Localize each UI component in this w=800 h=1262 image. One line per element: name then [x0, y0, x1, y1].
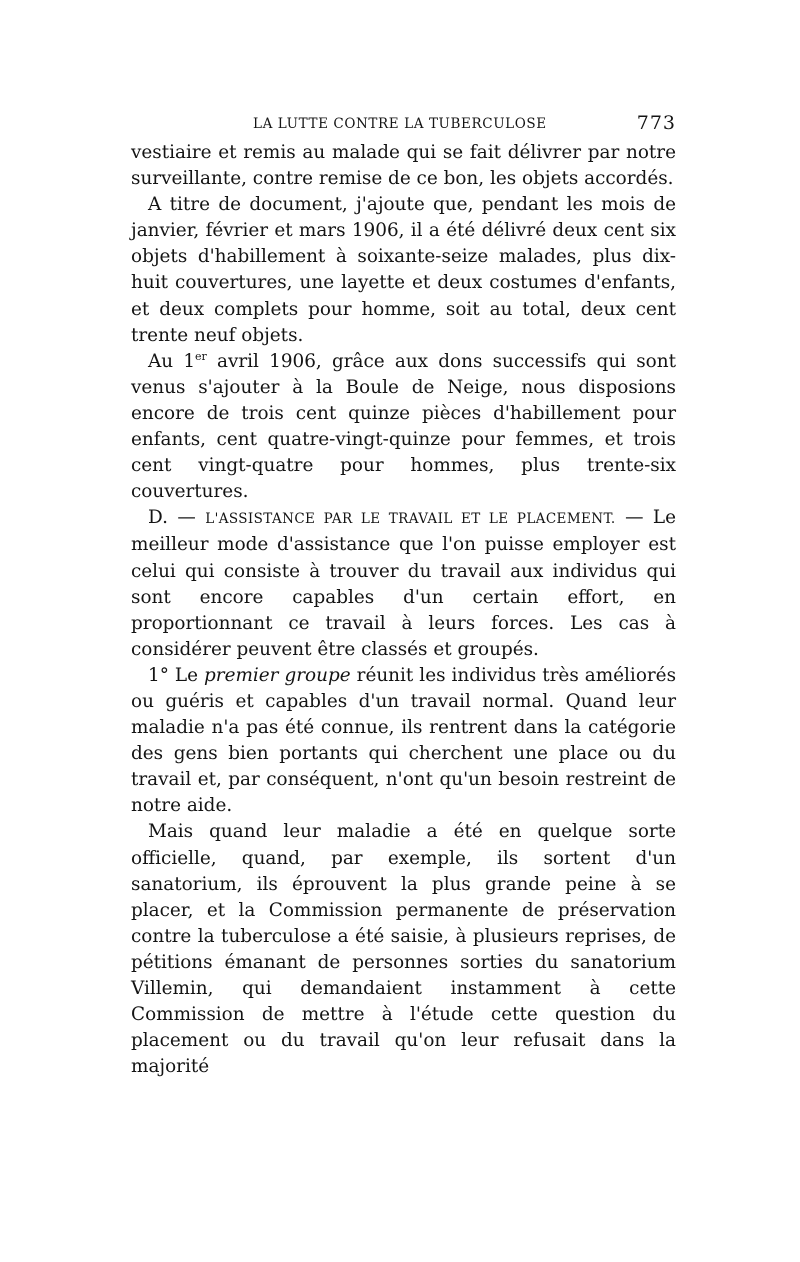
- paragraph-3: [131, 349, 676, 506]
- book-page: [131, 112, 676, 1080]
- paragraph-1: vestiaire et remis au malade qui se fait délivrer par notre surveillante, contre remise de ce bon, les objets accordés.: [131, 142, 676, 190]
- paragraph-2: A titre de document, j'ajoute que, pendant les mois de janvier, février et mars 1906, il a été délivré deux cent six objets d'habillement à soixante-seize malades, plus dix-huit couvertures, une layette et deux costumes d'enfants, et deux complets pour homme, soit au total, deux cent trente neuf objets.: [131, 194, 676, 346]
- paragraph-5-text: réunit les individus très améliorés ou guéris et capables d'un travail normal. Quand leur maladie n'a pas été connue, ils rentrent dans la catégorie des gens bien portants qui cherchent une place ou du travail et, par conséquent, n'ont qu'un besoin restreint de notre aide.: [131, 664, 677, 817]
- paragraph-4: [131, 505, 676, 663]
- paragraph-6: Mais quand leur maladie a été en quelque sorte officielle, quand, par exemple, ils sortent d'un sanatorium, ils éprouvent la plus grande peine à se placer, et la Commission permanente de préservation contre la tuberculose a été saisie, à plusieurs reprises, de pétitions émanant de personnes sorties du sanatorium Villemin, qui demandaient instamment à cette Commission de mettre à l'étude cette question du placement ou du travail qu'on leur refusait dans la majorité: [131, 821, 676, 1078]
- paragraph-3-text: avril 1906, grâce aux dons successifs qui sont venus s'ajouter à la Boule de Neige, nous disposions encore de trois cent quinze pièces d'habillement pour enfants, cent quatre-vingt-quinze pour femmes, et trois cent vingt-quatre pour hommes, plus trente-six couvertures.: [131, 350, 676, 503]
- body-text: [131, 140, 676, 1080]
- paragraph-5-prefix: 1° Le: [148, 664, 205, 686]
- ordinal-superscript: er: [195, 349, 207, 363]
- paragraph-5: [131, 663, 676, 820]
- running-head: [131, 112, 676, 140]
- section-letter: D. —: [148, 507, 196, 529]
- paragraph-4-text: — Le meilleur mode d'assistance que l'on puisse employer est celui qui consiste à trouver du travail aux individus qui sont encore capables d'un certain effort, en proportionnant ce travail à leurs forces. Les cas à considérer peuvent être classés et groupés.: [131, 507, 677, 660]
- page-number: 773: [636, 112, 676, 134]
- section-heading: L'ASSISTANCE PAR LE TRAVAIL ET LE PLACEMENT.: [205, 511, 616, 528]
- running-title: LA LUTTE CONTRE LA TUBERCULOSE: [253, 116, 547, 132]
- group-term: premier groupe: [204, 664, 351, 686]
- paragraph-3-prefix: Au 1: [148, 350, 196, 372]
